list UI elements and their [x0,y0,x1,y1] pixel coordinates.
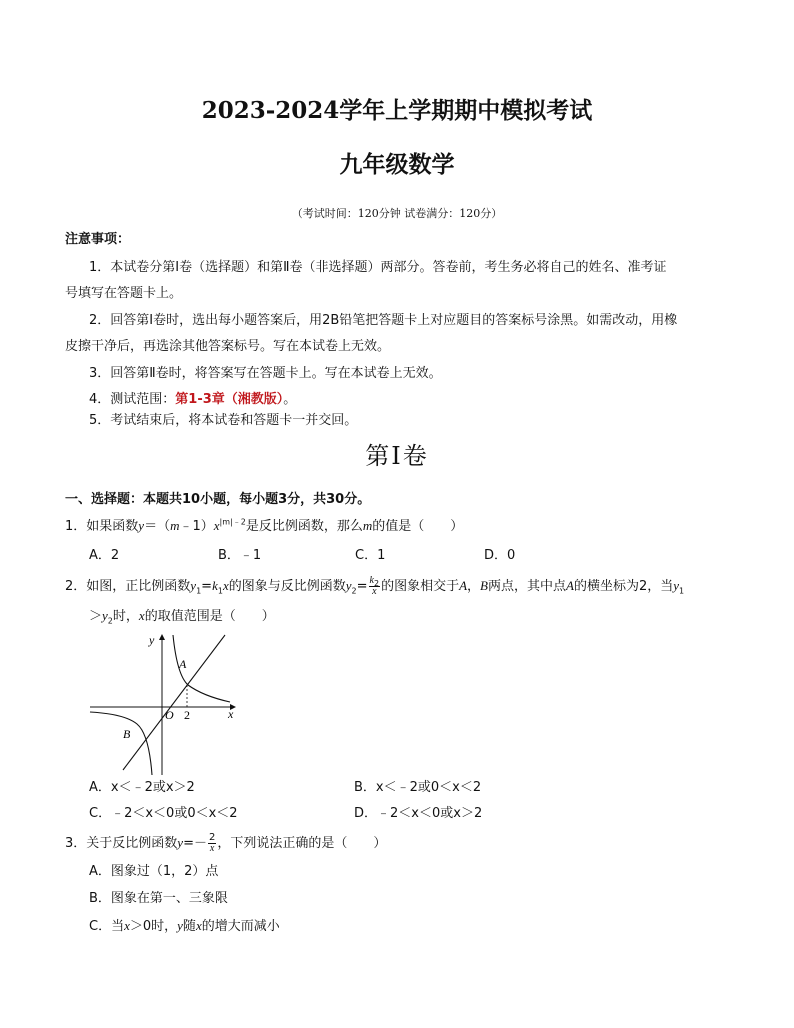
exam-subtitle: 九年级数学 [339,151,455,178]
note-3: 3．回答第Ⅱ卷时，将答案写在答题卡上。写在本试卷上无效。 [89,366,442,381]
label-two: 2 [184,708,190,722]
note-1-line-1: 1．本试卷分第Ⅰ卷（选择题）和第Ⅱ卷（非选择题）两部分。答卷前，考生务必将自己的姓名、准考证 [89,260,667,275]
section-1-heading: 一、选择题：本题共10小题，每小题3分，共30分。 [65,492,371,507]
q2-text-f: 时， [112,609,139,624]
q2-text-e: 的横坐标为2，当 [573,579,674,594]
label-x: x [228,707,234,721]
q2-text-a: 2．如图，正比例函数 [65,579,191,594]
q3-optc-d: 的增大而减小 [201,919,280,934]
q2-text-g: 的取值范围是（ ） [144,609,275,624]
q3-option-c: C．当x＞0时，y随x的增大而减小 [89,918,280,934]
note-5: 5．考试结束后，将本试卷和答题卡一并交回。 [89,413,358,428]
exam-title: 2023-2024学年上学期期中模拟考试 [201,97,593,124]
q1-option-d: D．0 [484,548,516,563]
q3-optc-a: C．当 [89,919,125,934]
q2-option-d: D．﹣2＜x＜0或x＞2 [354,806,483,821]
q2-text-c: 的图象相交于 [381,579,460,594]
note-4 [89,392,296,408]
label-y: y [149,633,155,647]
q3-option-a: A．图象过（1，2）点 [89,864,219,879]
question-1-stem: 1．如果函数$y=(m﹣1)x^{|m|﹣2}$是反比例函数，那么m的值是（ ） [65,517,464,534]
label-point-a: A [179,657,187,671]
exam-info: （考试时间：120分钟 试卷满分：120分） [291,207,503,220]
q3-optc-c: 随 [182,919,196,934]
fraction-k2-over-x: $\frac{k_2}{x}$ [369,575,380,597]
label-origin: O [165,708,174,722]
q1-text-b: ＝（ [144,519,171,534]
note-4-prefix: 4．测试范围： [89,392,176,407]
q1-text-e: 的值是（ ） [372,519,464,534]
q1-option-a: A．2 [89,548,120,563]
note-2-line-2: 皮擦干净后，再选涂其他答案标号。写在本试卷上无效。 [65,339,391,354]
q3-text-b: ，下列说法正确的是（ ） [217,836,387,851]
q2-text-d: 两点，其中点 [488,579,567,594]
q2-option-b: B．x＜﹣2或0＜x＜2 [354,780,482,795]
q2-option-c: C．﹣2＜x＜0或0＜x＜2 [89,806,238,821]
question-2-stem: 2．如图，正比例函数$y_1=k_1x$的图象与反比例函数$y_2=$ $\frac{k_2}{x}$ 的图象相交于A，B两点，其中点A的横坐标为2，当$y_1$ [65,575,685,597]
proportional-line [123,635,225,770]
q1-text-a: 1．如果函数 [65,519,139,534]
q1-option-c: C．1 [355,548,386,563]
q1-text-d: 是反比例函数，那么 [245,519,363,534]
volume-title: 第Ⅰ卷 [365,442,429,470]
q3-optc-b: ＞0时， [129,919,178,934]
q1-option-b: B．﹣1 [218,548,262,563]
q3-text-a: 3．关于反比例函数 [65,836,178,851]
note-4-suffix: 。 [283,392,297,407]
note-2-line-1: 2．回答第Ⅰ卷时，选出每小题答案后，用2B铅笔把答题卡上对应题目的答案标号涂黑。如需改动，用橡 [89,313,678,328]
question-2-stem-line-2: $>y_2$时，x的取值范围是（ ） [89,608,275,626]
note-1-line-2: 号填写在答题卡上。 [65,286,183,301]
notes-heading: 注意事项： [65,232,131,247]
q2-function-graph [85,630,250,780]
q3-option-b: B．图象在第一、三象限 [89,891,228,906]
fraction-2-over-x: $\frac{2}{x}$ [208,832,216,854]
q2-text-b: 的图象与反比例函数 [228,579,346,594]
label-point-b: B [123,727,131,741]
q2-option-a: A．x＜﹣2或x＞2 [89,780,195,795]
test-range: 第1-3章（湘教版） [175,392,284,407]
question-3-stem: 3．关于反比例函数y=－ $\frac{2}{x}$ ，下列说法正确的是（ ） [65,832,387,854]
q1-exponent: |m|﹣2 [219,517,246,527]
q1-text-c: ﹣1） [179,519,214,534]
